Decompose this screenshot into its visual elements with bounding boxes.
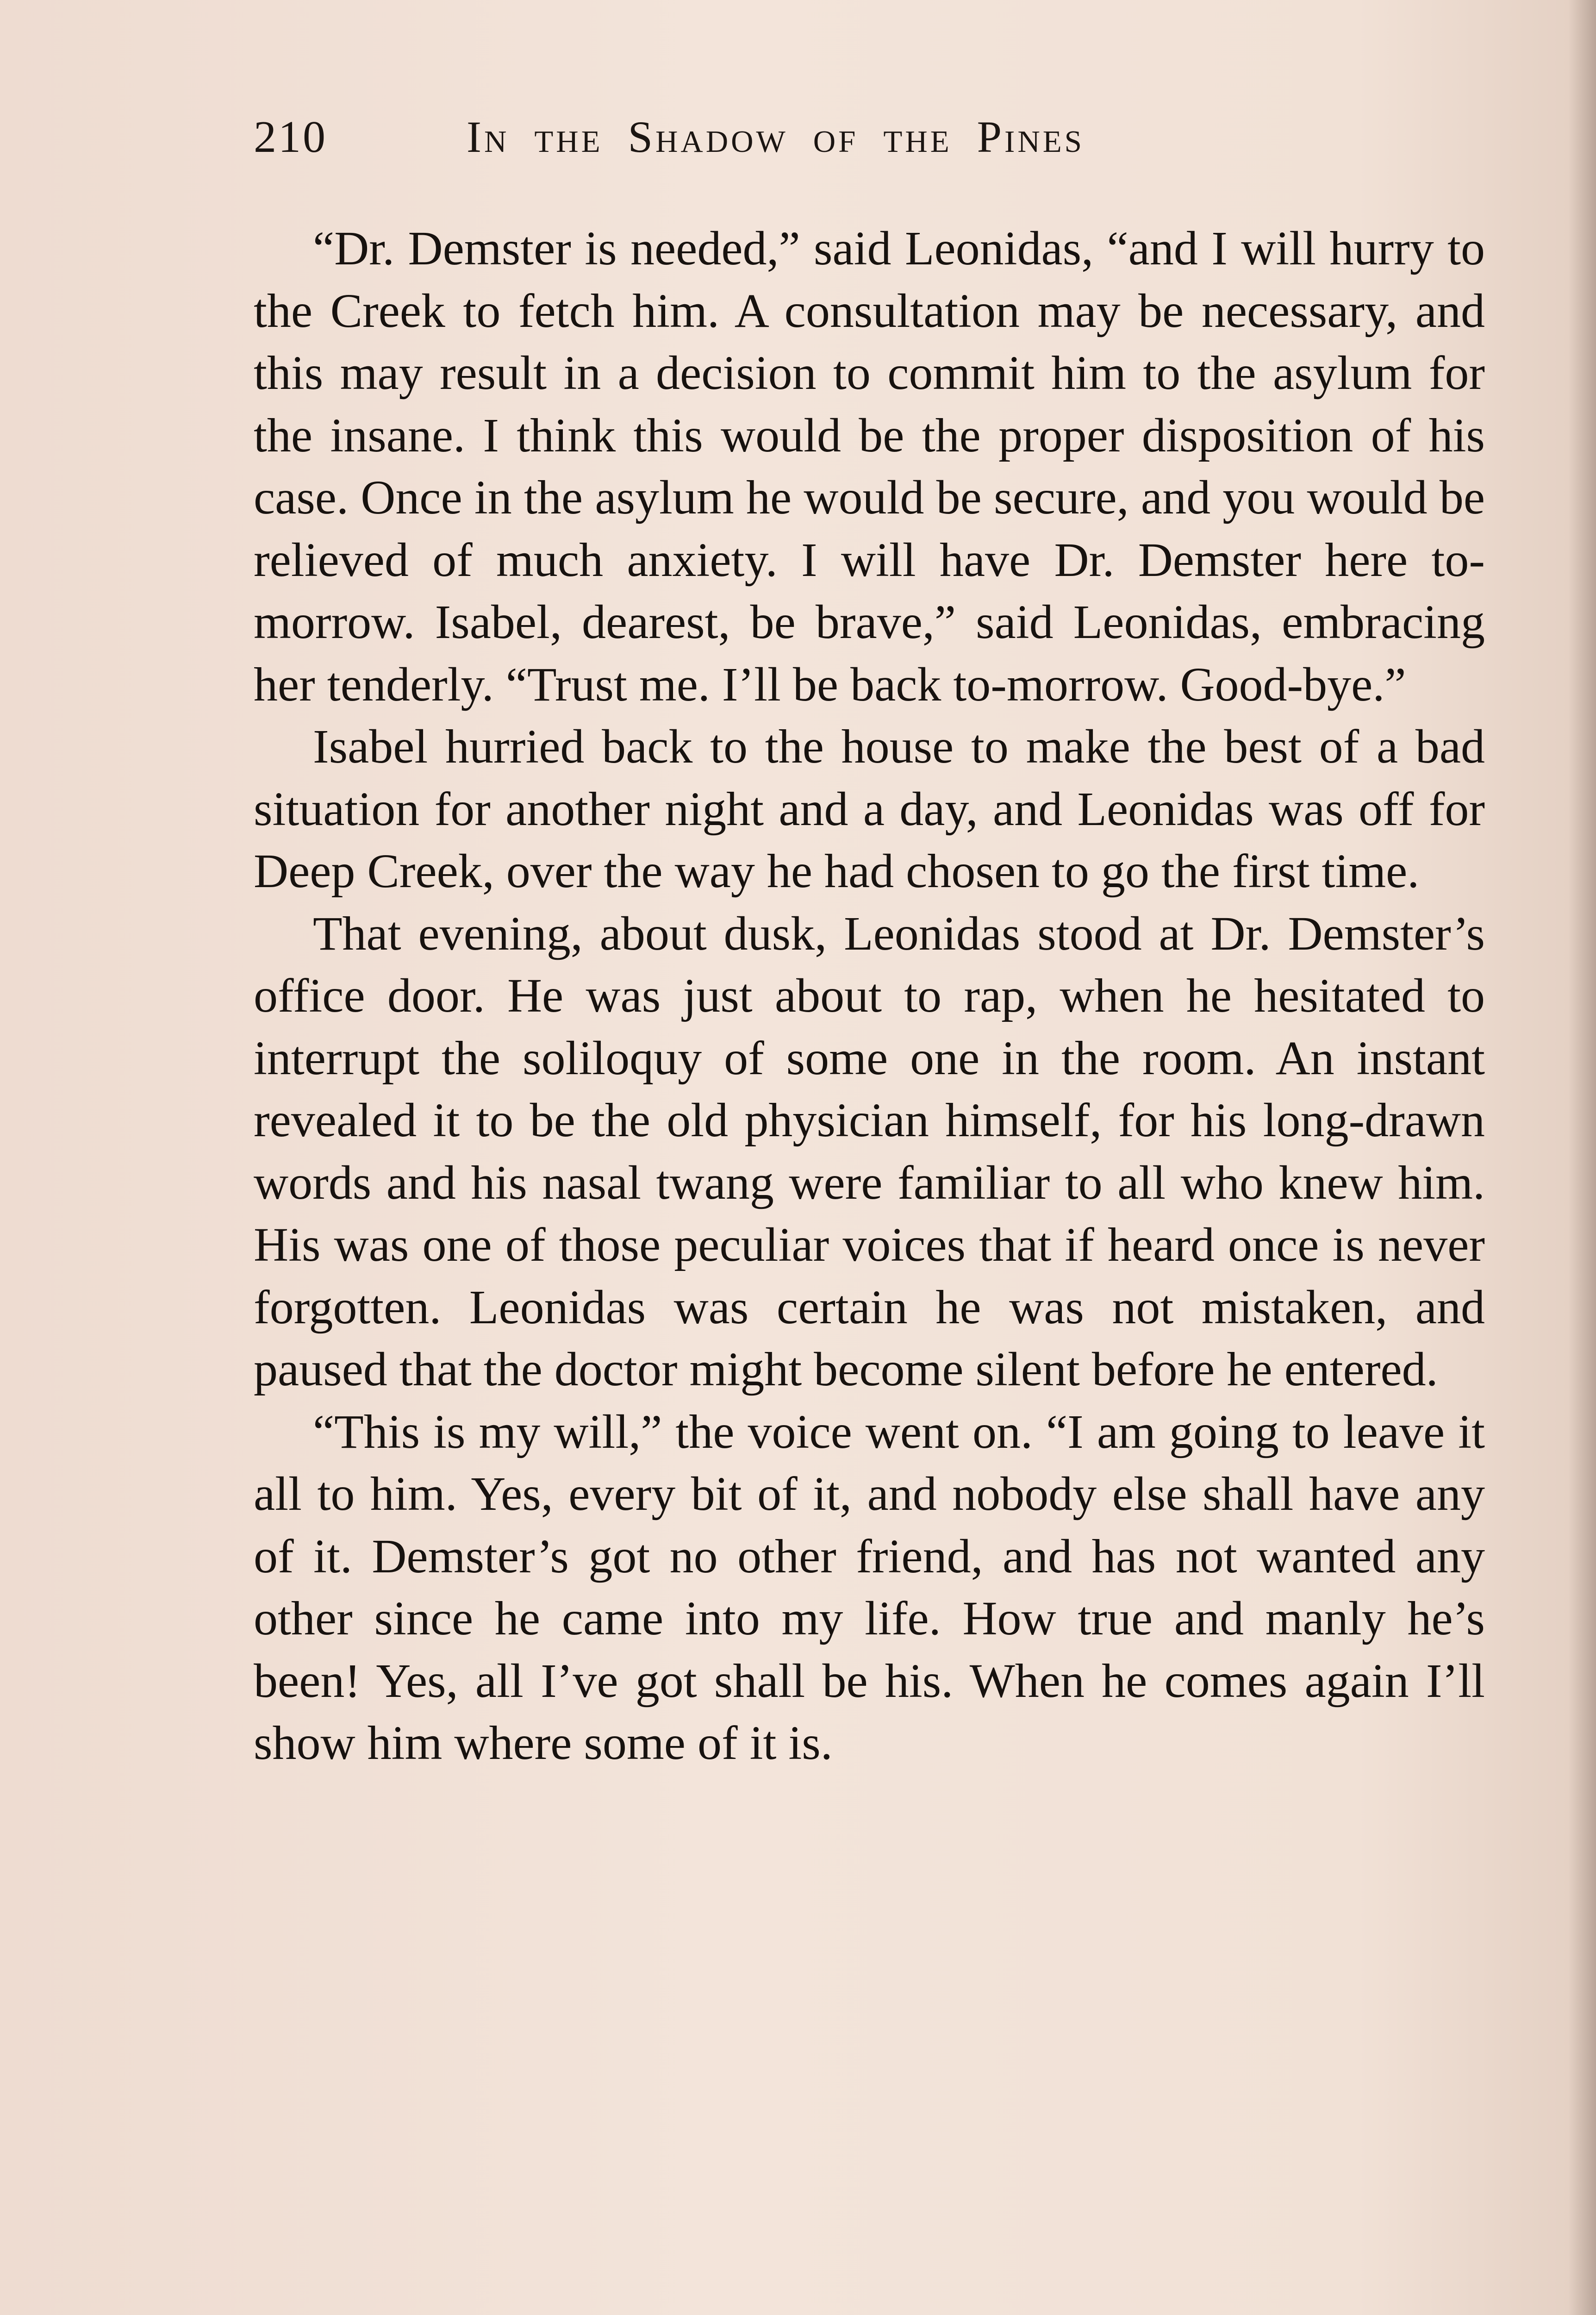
page-number: 210: [254, 112, 327, 162]
paragraph: Isabel hurried back to the house to make the best of a bad situation for another night and a day, and Leonidas was off for Deep Creek, over the way he had chosen to go the first time.: [254, 720, 1485, 898]
body-text: [254, 218, 1485, 1775]
paragraph: “This is my will,” the voice went on. “I am going to leave it all to him. Yes, every bit of it, and nobody else shall have any of it. Demster’s got no other friend, and has not wanted any other since he came into my life. How true and manly he’s been! Yes, all I’ve got shall be his. When he comes again I’ll show him where some of it is.: [254, 1405, 1485, 1770]
paragraph: That evening, about dusk, Leonidas stood at Dr. Demster’s office door. He was just about to rap, when he hesitated to interrupt the soliloquy of some one in the room. An instant revealed it to be the old physician himself, for his long-drawn words and his nasal twang were familiar to all who knew him. His was one of those peculiar voices that if heard once is never forgotten. Leonidas was certain he was not mistaken, and paused that the doctor might become silent before he entered.: [254, 907, 1485, 1396]
page-edge-shadow: [1568, 0, 1596, 2315]
running-head: [254, 111, 1457, 181]
book-title: In the Shadow of the Pines: [467, 112, 1085, 162]
paragraph: “Dr. Demster is needed,” said Leonidas, “and I will hurry to the Creek to fetch him. A consultation may be necessary, and this may result in a decision to commit him to the asylum for the insane. I think this would be the proper disposition of his case. Once in the asylum he would be secure, and you would be relieved of much anxiety. I will have Dr. Demster here to-morrow. Isabel, dearest, be brave,” said Leonidas, embracing her tenderly. “Trust me. I’ll be back to-morrow. Good-bye.”: [254, 222, 1485, 711]
